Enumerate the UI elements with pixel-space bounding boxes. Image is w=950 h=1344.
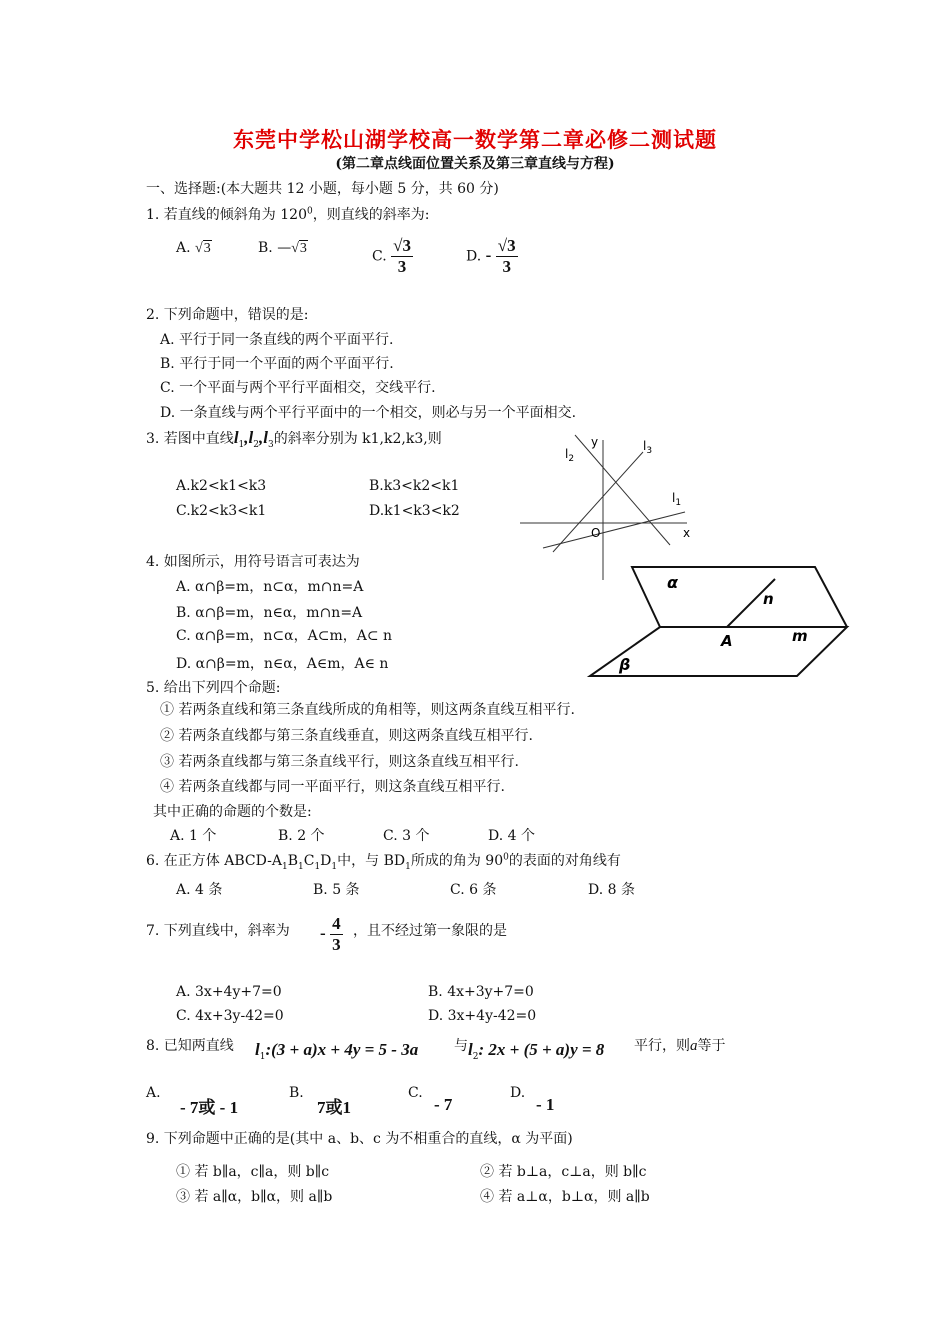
q3-option-d: D.k1<k3<k2	[369, 503, 460, 519]
question-7-stem: 7. 下列直线中，斜率为	[146, 923, 290, 939]
q8-option-d-value: - 1	[536, 1095, 555, 1114]
l2-label: $l_2$	[565, 447, 575, 464]
q4-option-b: B. α∩β=m，n∈α，m∩n=A	[176, 605, 363, 621]
q7-slope-fraction: - $\frac{4}{3}$	[320, 914, 341, 954]
l1-label: $l_1$	[672, 491, 682, 508]
q2-option-d: D. 一条直线与两个平行平面中的一个相交，则必与另一个平面相交.	[160, 405, 577, 421]
question-8-stem: 8. 已知两直线	[146, 1038, 234, 1054]
q3-option-b: B.k3<k2<k1	[369, 478, 460, 494]
question-3-stem: 3. 若图中直线$l_1,l_2,l_3$的斜率分别为 k1,k2,k3,则	[146, 428, 442, 450]
q8-option-a-value: - 7或 - 1	[180, 1098, 239, 1117]
q2-option-a: A. 平行于同一条直线的两个平面平行.	[160, 332, 394, 348]
q5-proposition-4: ④ 若两条直线都与同一平面平行，则这条直线互相平行.	[160, 779, 505, 795]
q8-option-c-value: - 7	[434, 1095, 453, 1114]
q6-option-b: B. 5 条	[313, 882, 360, 898]
q5-proposition-2: ② 若两条直线都与第三条直线垂直，则这两条直线互相平行.	[160, 728, 533, 744]
q4-option-c: C. α∩β=m，n⊂α，A⊂m，A⊂ n	[176, 628, 393, 644]
q9-proposition-4: ④ 若 a⊥α，b⊥α，则 a∥b	[480, 1189, 650, 1205]
q7-option-c: C. 4x+3y-42=0	[176, 1008, 284, 1024]
question-1-stem: 1. 若直线的倾斜角为 $120^0$，则直线的斜率为:	[146, 206, 430, 223]
q7-option-a: A. 3x+4y+7=0	[176, 984, 282, 1000]
q4-planes-figure	[585, 562, 855, 682]
q9-proposition-3: ③ 若 a∥α，b∥α，则 a∥b	[176, 1189, 333, 1205]
q8-tail: 平行，则a等于	[634, 1038, 726, 1054]
q8-line2-equation: $l_2$: 2x + (5 + a)y = 8	[468, 1040, 605, 1062]
q5-option-d: D. 4 个	[488, 828, 535, 844]
plane-alpha	[632, 567, 847, 627]
line-l2	[575, 435, 670, 545]
origin-label: O	[591, 526, 601, 540]
q1-option-a: A. √3	[176, 240, 211, 256]
question-9-stem: 9. 下列命题中正确的是(其中 a、b、c 为不相重合的直线，α 为平面)	[146, 1131, 573, 1147]
q3-option-a: A.k2<k1<k3	[176, 478, 267, 494]
q8-option-a-label: A.	[146, 1085, 161, 1101]
x-axis-label: x	[683, 526, 691, 540]
q6-option-c: C. 6 条	[450, 882, 497, 898]
q4-option-a: A. α∩β=m，n⊂α，m∩n=A	[176, 579, 364, 595]
q9-proposition-2: ② 若 b⊥a，c⊥a，则 b∥c	[480, 1164, 647, 1180]
y-axis-label: y	[591, 435, 599, 449]
q2-option-b: B. 平行于同一个平面的两个平面平行.	[160, 356, 394, 372]
q5-option-a: A. 1 个	[170, 828, 217, 844]
q7-option-d: D. 3x+4y-42=0	[428, 1008, 537, 1024]
q8-with: 与	[454, 1038, 468, 1054]
alpha-label: α	[667, 573, 678, 592]
question-5-stem: 5. 给出下列四个命题:	[146, 680, 281, 696]
q8-option-c-label: C.	[408, 1085, 423, 1101]
q3-option-c: C.k2<k3<k1	[176, 503, 267, 519]
page-subtitle: (第二章点线面位置关系及第三章直线与方程)	[335, 156, 615, 172]
beta-label: β	[619, 655, 631, 674]
section-heading: 一、选择题:(本大题共 12 小题，每小题 5 分，共 60 分)	[146, 181, 499, 197]
q8-line1-equation: $l_1:(3 + a)x + 4y = 5 - 3a$	[255, 1040, 419, 1062]
q2-option-c: C. 一个平面与两个平行平面相交，交线平行.	[160, 380, 436, 396]
page-title: 东莞中学松山湖学校高一数学第二章必修二测试题	[233, 127, 717, 152]
l3-label: $l_3$	[643, 439, 653, 456]
q9-proposition-1: ① 若 b∥a，c∥a，则 b∥c	[176, 1164, 330, 1180]
question-2-stem: 2. 下列命题中，错误的是:	[146, 307, 309, 323]
A-label: A	[721, 632, 733, 650]
q5-option-c: C. 3 个	[383, 828, 430, 844]
q7-option-b: B. 4x+3y+7=0	[428, 984, 534, 1000]
q8-option-b-value: 7或1	[317, 1098, 351, 1117]
q1-option-b: B. —√3	[258, 240, 307, 256]
q5-proposition-3: ③ 若两条直线都与第三条直线平行，则这条直线互相平行.	[160, 754, 519, 770]
m-label: m	[792, 627, 808, 645]
question-6-stem: 6. 在正方体 ABCD-$A_1B_1C_1D_1$中，与 $BD_1$所成的角为 $90^0$的表面的对角线有	[146, 852, 621, 872]
q1-option-c: C. $\frac{√3}{3}$	[372, 236, 411, 276]
line-l1	[543, 512, 685, 548]
question-4-stem: 4. 如图所示，用符号语言可表达为	[146, 554, 360, 570]
q6-option-d: D. 8 条	[588, 882, 635, 898]
q5-ask: 其中正确的命题的个数是:	[153, 804, 312, 820]
q4-option-d: D. α∩β=m，n∈α，A∈m，A∈ n	[176, 656, 389, 672]
question-7-stem-tail: ，且不经过第一象限的是	[353, 923, 507, 939]
q8-option-d-label: D.	[510, 1085, 526, 1101]
q1-option-d: D. - $\frac{√3}{3}$	[466, 236, 516, 276]
q8-option-b-label: B.	[289, 1085, 304, 1101]
q6-option-a: A. 4 条	[176, 882, 223, 898]
n-label: n	[763, 590, 774, 608]
q5-proposition-1: ① 若两条直线和第三条直线所成的角相等，则这两条直线互相平行.	[160, 702, 575, 718]
q5-option-b: B. 2 个	[278, 828, 325, 844]
